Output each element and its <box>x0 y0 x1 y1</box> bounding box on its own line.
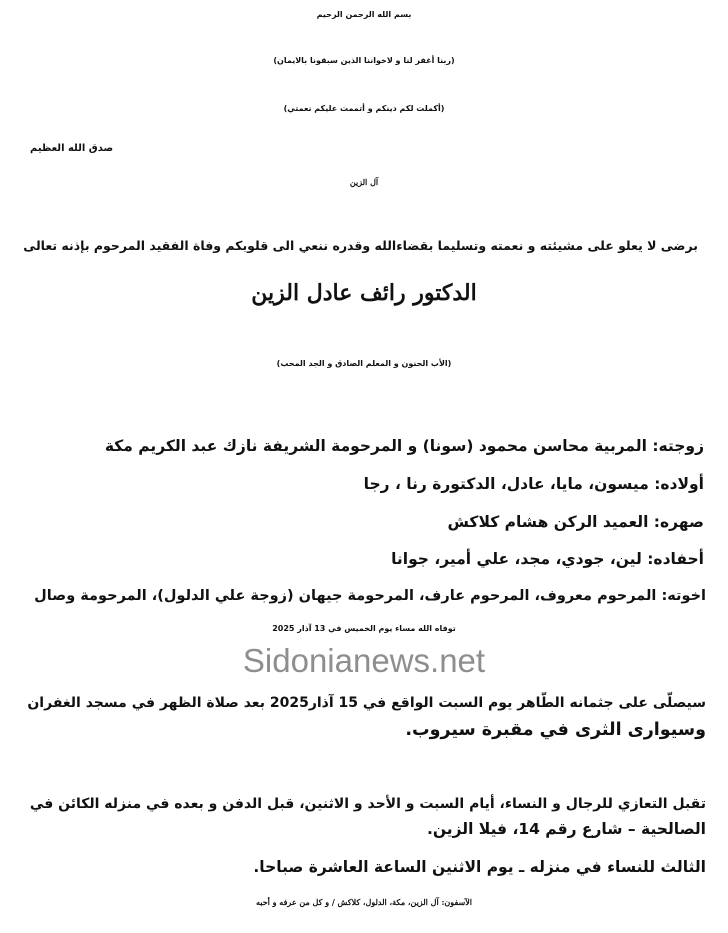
watermark: Sidonianews.net <box>242 642 486 679</box>
quran-verse-2: (أكملت لكم دينكم و أتممت عليكم نعمتي) <box>283 104 445 113</box>
children-line: أولاده: ميسون، مايا، عادل، الدكتورة رنا ، رجا <box>363 475 704 493</box>
intro-text: برضى لا يعلو على مشيئته و نعمته وتسليما بقضاءالله وقدره ننعي الى قلوبكم وفاة الفقيد المرحوم بإذنه تعالى <box>23 238 698 253</box>
deceased-name: الدكتور رائف عادل الزين <box>251 280 477 306</box>
condolences-line-2: الصالحية – شارع رقم 14، فيلا الزين. <box>426 820 706 838</box>
third-day-line: الثالث للنساء في منزله ـ يوم الاثنين الساعة العاشرة صباحا. <box>253 858 706 876</box>
condolences-line-1: تقبل التعازي للرجال و النساء، أيام السبت و الأحد و الاثنين، قبل الدفن و بعده في منزله الكائن في <box>29 796 706 812</box>
siblings-line: اخوته: المرحوم معروف، المرحوم عارف، المرحومة جيهان (زوجة علي الدلول)، المرحومة وصال <box>34 588 706 604</box>
grandchildren-line: أحفاده: لين، جودي، مجد، علي أمير، جوانا <box>391 550 704 568</box>
basmala: بسم الله الرحمن الرحيم <box>316 10 412 19</box>
family-name: آل الزين <box>349 177 379 187</box>
death-date: توفاه الله مساء يوم الخميس في 13 آذار 2025 <box>272 624 456 633</box>
wife-line: زوجته: المربية محاسن محمود (سونا) و المرحومة الشريفة نازك عبد الكريم مكة <box>104 437 704 455</box>
deceased-epithet: (الأب الحنون و المعلم الصادق و الجد المحب) <box>276 359 452 368</box>
sadaqa-allah: صدق الله العظيم <box>30 143 114 154</box>
mourners-line: الآسفون: آل الزين، مكة، الدلول، كلاكش / و كل من عرفه و أحبه <box>256 897 472 907</box>
burial-line: وسيوارى الثرى في مقبرة سيروب. <box>405 720 706 740</box>
quran-verse-1: (ربنا أغفر لنا و لاخواننا الذين سبقونا بالايمان) <box>273 56 455 65</box>
funeral-prayer-line: سيصلّى على جثمانه الطّاهر يوم السبت الواقع في 15 آذار2025 بعد صلاة الظهر في مسجد الغفران <box>27 695 706 711</box>
son-in-law-line: صهره: العميد الركن هشام كلاكش <box>447 513 704 531</box>
